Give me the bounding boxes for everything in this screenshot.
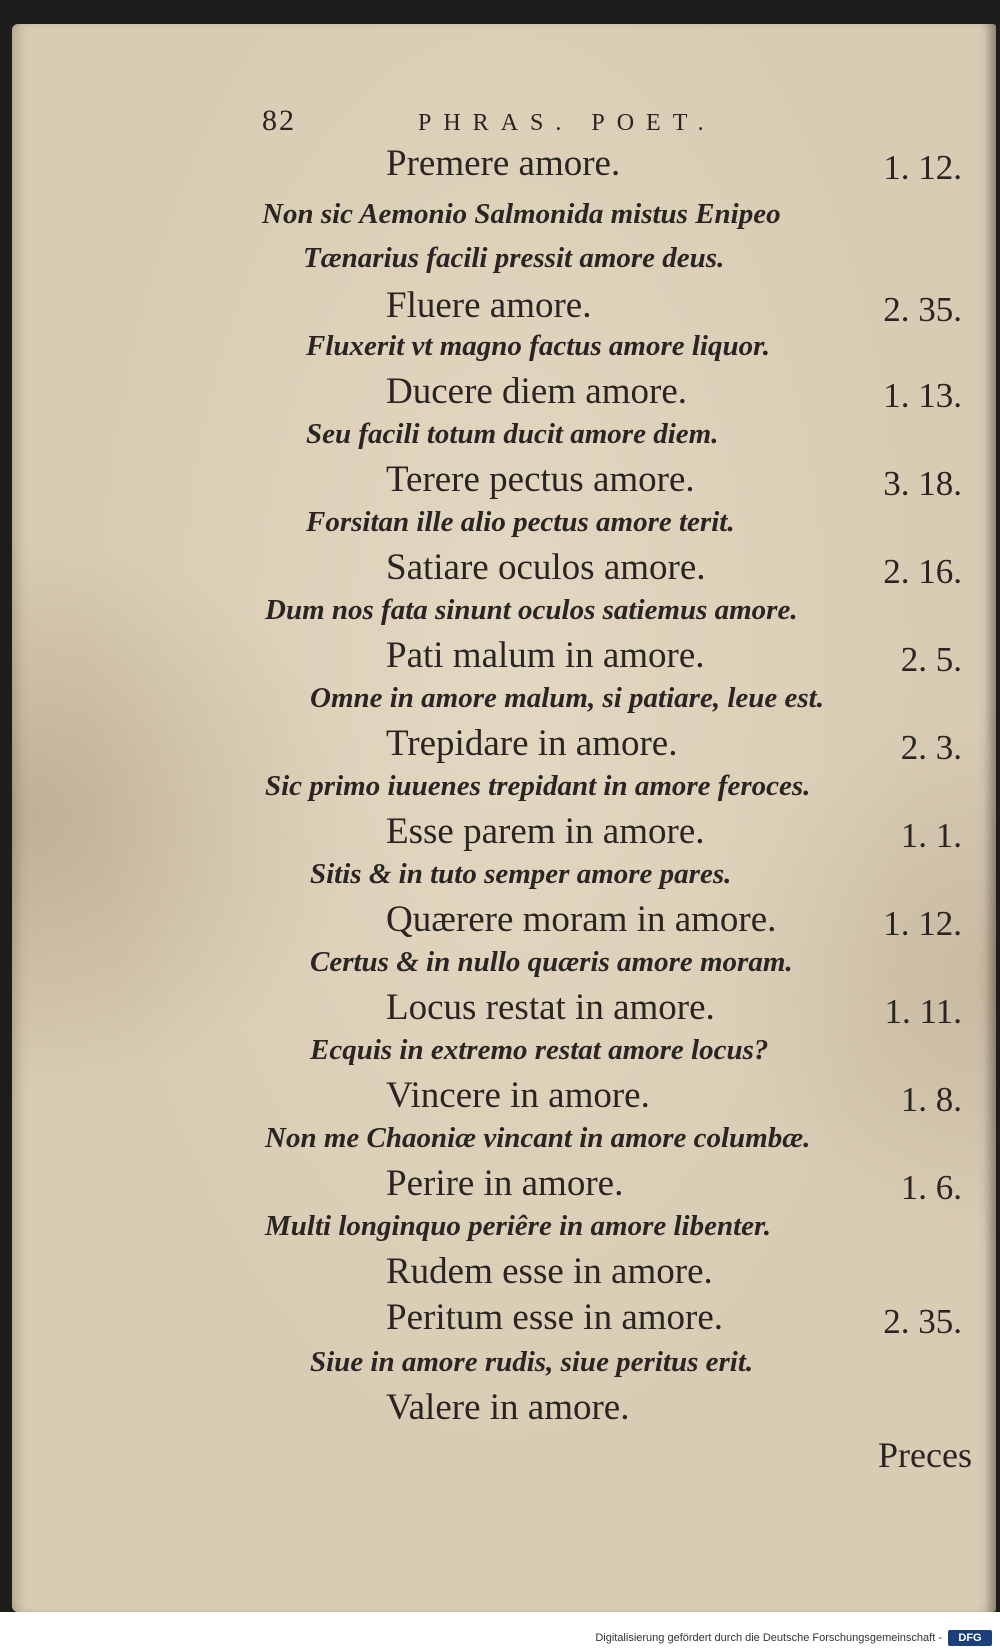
verse-line: Forsitan ille alio pectus amore terit. [306,506,735,538]
verse-line: Non sic Aemonio Salmonida mistus Enipeo [262,198,781,230]
verse-line: Ecquis in extremo restat amore locus? [310,1034,769,1066]
running-title: PHRAS. POET. [418,110,716,136]
entry-reference: 2. 35. [883,1302,962,1341]
verse-line: Seu facili totum ducit amore diem. [306,418,719,450]
verse-line: Fluxerit vt magno factus amore liquor. [306,330,771,362]
entry-reference: 1. 12. [883,904,962,943]
entry-reference: 2. 5. [900,640,962,679]
verse-line: Certus & in nullo quæris amore moram. [310,946,793,978]
entry-reference: 2. 35. [883,290,962,329]
entry-reference: 1. 8. [900,1080,962,1119]
verse-line: Tænarius facili pressit amore deus. [303,242,725,274]
verse-line: Sitis & in tuto semper amore pares. [310,858,732,890]
verse-line: Dum nos fata sinunt oculos satiemus amore. [265,594,798,626]
entry-reference: 1. 1. [900,816,962,855]
entry-heading: Quærere moram in amore. [386,899,777,940]
entry-heading: Peritum esse in amore. [386,1297,724,1338]
entry-heading: Esse parem in amore. [386,811,705,852]
entry-reference: 1. 6. [900,1168,962,1207]
entry-heading: Terere pectus amore. [386,459,695,500]
entry-heading: Perire in amore. [386,1163,624,1204]
entry-heading: Rudem esse in amore. [386,1251,713,1292]
funding-note: Digitalisierung gefördert durch die Deutsche Forschungsgemeinschaft - [595,1632,942,1644]
verse-line: Siue in amore rudis, siue peritus erit. [310,1346,754,1378]
entry-heading: Fluere amore. [386,285,592,326]
verse-line: Sic primo iuuenes trepidant in amore feroces. [265,770,811,802]
entry-reference: 2. 3. [900,728,962,767]
entry-reference: 1. 13. [883,376,962,415]
entry-heading: Vincere in amore. [386,1075,650,1116]
dfg-logo: DFG [948,1630,992,1646]
entry-reference: 1. 12. [883,148,962,187]
entry-heading: Pati malum in amore. [386,635,705,676]
verse-line: Omne in amore malum, si patiare, leue est. [310,682,824,714]
page-number: 82 [262,104,296,137]
entry-reference: 1. 11. [884,992,962,1031]
entry-heading: Premere amore. [386,143,621,184]
entry-heading: Satiare oculos amore. [386,547,706,588]
entry-heading: Locus restat in amore. [386,987,715,1028]
entry-heading: Valere in amore. [386,1387,630,1428]
entry-reference: 3. 18. [883,464,962,503]
entry-heading: Trepidare in amore. [386,723,678,764]
verse-line: Multi longinquo periêre in amore libenter. [265,1210,771,1242]
catchword: Preces [878,1435,972,1475]
entry-heading: Ducere diem amore. [386,371,687,412]
entry-reference: 2. 16. [883,552,962,591]
verse-line: Non me Chaoniæ vincant in amore columbæ. [265,1122,811,1154]
